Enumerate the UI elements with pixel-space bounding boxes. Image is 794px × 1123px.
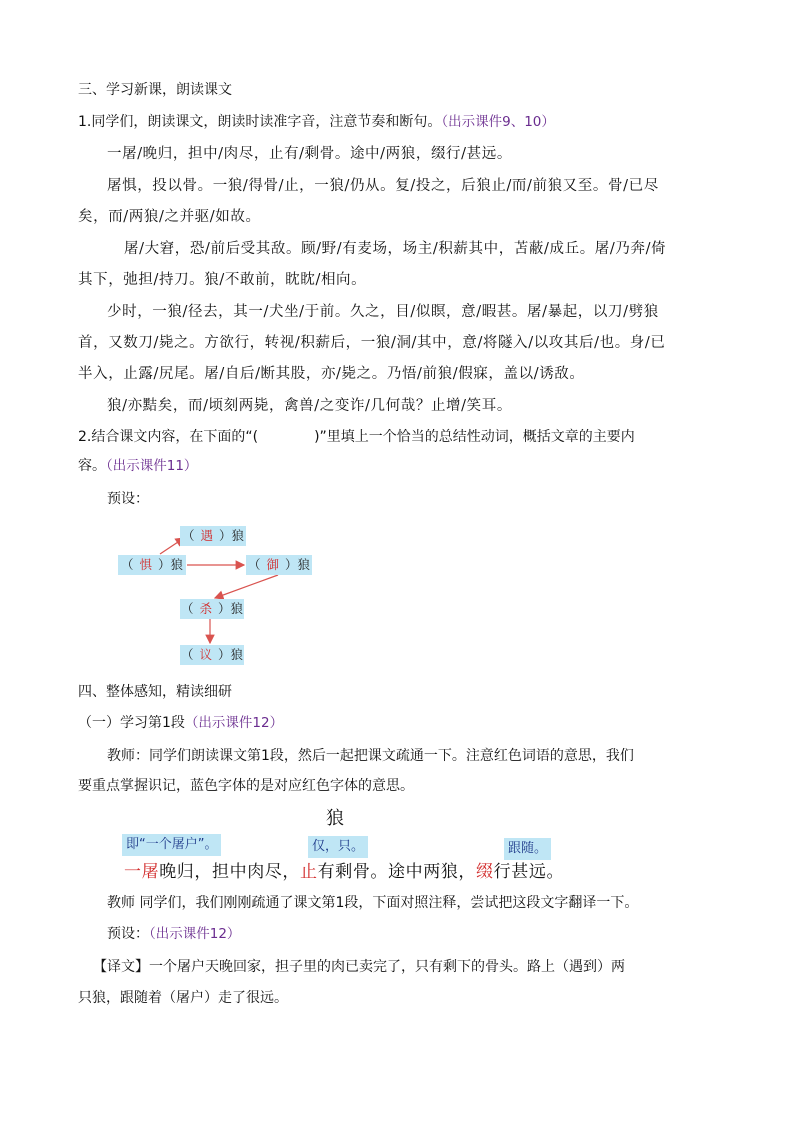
flow-box-yu2 <box>246 555 312 575</box>
box-open: （ <box>120 557 134 572</box>
translation-b: 只狼，跟随着（屠户）走了很远。 <box>78 990 288 1006</box>
box-close: ）狼 <box>158 557 184 572</box>
subsection-1-text: （一）学习第1段 <box>78 715 185 731</box>
text-para-1: 一屠/晚归，担中/肉尽，止有/剩骨。途中/两狼，缀行/甚远。 <box>107 146 512 162</box>
text-para-4c: 半入，止露/尻尾。屠/自后/断其股，亦/毙之。乃悟/前狼/假寐，盖以/诱敌。 <box>78 366 585 382</box>
box-open: （ <box>247 557 261 572</box>
question-1-text: 1.同学们，朗读课文，朗读时读准字音，注意节奏和断句。 <box>78 114 442 130</box>
box-verb: 惧 <box>139 557 152 572</box>
subsection-1 <box>78 713 283 733</box>
box-close: ）狼 <box>218 601 244 616</box>
sentence-part: 行甚远。 <box>493 862 565 882</box>
text-para-4a: 少时，一狼/径去，其一/犬坐/于前。久之，目/似瞑，意/暇甚。屠/暴起，以刀/劈狼 <box>107 304 659 320</box>
teacher-line-1b: 要重点掌握识记，蓝色字体的是对应红色字体的意思。 <box>78 778 414 794</box>
note-yitu: 即“一个屠户”。 <box>122 834 221 856</box>
flow-box-yi <box>180 645 244 665</box>
courseware-ref: （出示课件12） <box>184 715 284 731</box>
text-para-3a: 屠/大窘，恐/前后受其敌。顾/野/有麦场，场主/积薪其中，苫蔽/成丘。屠/乃奔/倚 <box>124 241 667 257</box>
box-verb: 杀 <box>199 601 212 616</box>
red-word: 止 <box>300 862 318 882</box>
box-close: ）狼 <box>219 528 245 543</box>
translation-a: 【译文】一个屠户天晚回家，担子里的肉已卖完了，只有剩下的骨头。路上（遇到）两 <box>93 959 625 975</box>
preset-label: 预设： <box>107 926 149 942</box>
courseware-ref: （出示课件12） <box>149 926 241 942</box>
slide-sentence <box>124 860 564 884</box>
text-para-2a: 屠惧，投以骨。一狼/得骨/止，一狼/仍从。复/投之，后狼止/而/前狼又至。骨/已尽 <box>107 178 659 194</box>
box-open: （ <box>181 528 195 543</box>
flow-box-yu <box>180 526 246 546</box>
question-2a: 2.结合课文内容，在下面的“( )”里填上一个恰当的总结性动词，概括文章的主要内 <box>78 429 635 445</box>
note-zhi: 仅，只。 <box>308 836 368 858</box>
section-3-heading: 三、学习新课，朗读课文 <box>78 82 232 98</box>
box-verb: 遇 <box>200 528 213 543</box>
box-verb: 御 <box>266 557 279 572</box>
preset-label: 预设： <box>107 491 149 507</box>
flow-box-ju <box>118 555 186 575</box>
section-4-heading: 四、整体感知，精读细研 <box>78 684 232 700</box>
box-close: ）狼 <box>285 557 311 572</box>
courseware-ref: （出示课件9、10） <box>441 114 555 130</box>
text-para-5: 狼/亦黠矣，而/顷刻两毙，禽兽/之变诈/几何哉？止增/笑耳。 <box>107 398 512 414</box>
text-para-3b: 其下，弛担/持刀。狼/不敢前，眈眈/相向。 <box>78 272 367 288</box>
courseware-ref: （出示课件11） <box>106 458 198 474</box>
text-para-2b: 矣，而/两狼/之并驱/如故。 <box>78 209 261 225</box>
red-word: 缀 <box>476 862 494 882</box>
question-2b-text: 容。 <box>78 458 106 474</box>
sentence-part: 有剩骨。途中两狼， <box>317 862 477 882</box>
box-close: ）狼 <box>218 647 244 662</box>
arrow-to-sha <box>215 575 278 598</box>
note-zhui: 跟随。 <box>504 838 551 860</box>
text-para-4b: 首，又数刀/毙之。方欲行，转视/积薪后，一狼/洞/其中，意/将隧入/以攻其后/也。身/已 <box>78 335 666 351</box>
teacher-line-2: 教师 同学们，我们刚刚疏通了课文第1段，下面对照注释，尝试把这段文字翻译一下。 <box>107 895 639 911</box>
box-open: （ <box>180 647 194 662</box>
slide-title: 狼 <box>326 808 344 829</box>
preset-line <box>107 924 240 944</box>
box-verb: 议 <box>199 647 212 662</box>
teacher-line-1a: 教师：同学们朗读课文第1段，然后一起把课文疏通一下。注意红色词语的意思，我们 <box>107 748 634 764</box>
flow-box-sha <box>180 599 244 619</box>
box-open: （ <box>180 601 194 616</box>
sentence-part: 晚归，担中肉尽， <box>159 862 301 882</box>
red-word: 一屠 <box>124 862 160 882</box>
